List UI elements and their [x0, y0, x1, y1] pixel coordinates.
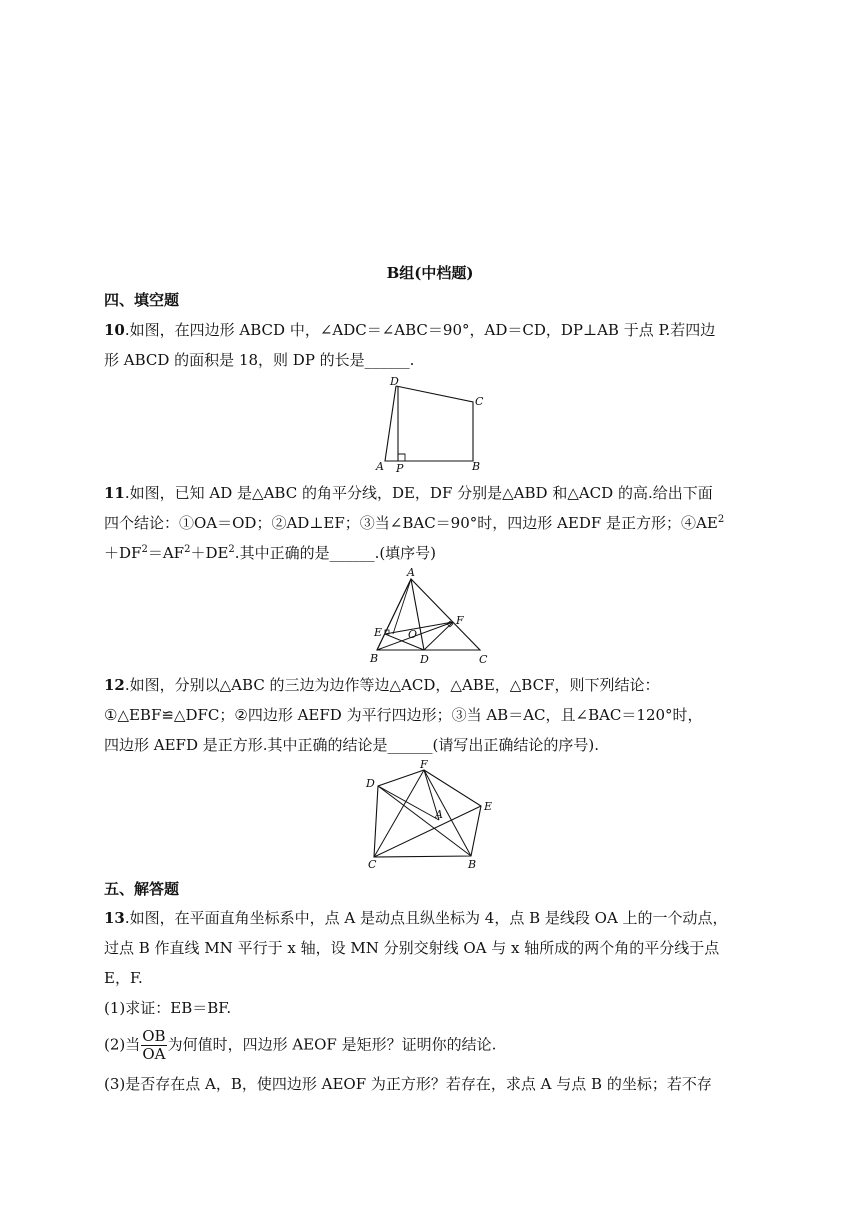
figure-12-db-line: [378, 786, 471, 856]
question-12-text-1: .如图，分别以△ABC 的三边为边作等边△ACD，△ABE，△BCF，则下列结论：: [124, 676, 660, 694]
figure-11-label-d: D: [420, 653, 429, 666]
question-11-text-3b: ＝AF: [147, 544, 185, 562]
question-11-text-3a: ＋DF: [104, 544, 142, 562]
question-13-line-3: E，F.: [104, 969, 143, 987]
question-10-text-1: .如图，在四边形 ABCD 中，∠ADC＝∠ABC＝90°，AD＝CD，DP⊥AB 于点 P.若四边: [124, 321, 716, 339]
question-10-number: 10: [104, 321, 125, 339]
figure-11-label-c: C: [479, 653, 488, 666]
figure-11-inner-line: [393, 579, 411, 634]
figure-10-label-c: C: [475, 395, 484, 408]
figure-11-label-e: E: [374, 626, 383, 639]
question-11-line-1: [104, 482, 713, 504]
figure-12-label-a: A: [435, 808, 443, 821]
figure-12-label-c: C: [368, 858, 377, 871]
figure-11-label-b: B: [370, 652, 379, 665]
figure-12-cf-line: [374, 770, 424, 857]
question-11-text-3c: ＋DE: [190, 544, 229, 562]
question-12-line-1: [104, 674, 660, 696]
figure-12-label-d: D: [366, 777, 375, 790]
figure-10-quadrilateral: [360, 372, 500, 478]
question-13-sub-3: (3)是否存在点 A，B，使四边形 AEOF 为正方形？若存在，求点 A 与点 B 的坐标；若不存: [104, 1075, 712, 1093]
figure-11-triangle: [365, 566, 495, 668]
figure-12-label-f: F: [420, 758, 428, 771]
figure-12-equilateral-triangles: [360, 756, 500, 874]
question-11-sup-3: 2: [184, 544, 191, 555]
question-12-line-2: ①△EBF≌△DFC；②四边形 AEFD 为平行四边形；③当 AB＝AC，且∠BAC＝120°时，: [104, 706, 703, 724]
figure-10-right-angle-mark: [398, 454, 405, 461]
figure-10-label-b: B: [472, 460, 481, 473]
ob-over-oa-fraction: [141, 1028, 166, 1063]
figure-11-de-line: [385, 634, 424, 650]
question-13-number: 13: [104, 909, 125, 927]
figure-12-label-b: B: [468, 858, 477, 871]
fraction-denominator: OA: [142, 1045, 166, 1063]
question-13-sub-2-suffix: 为何值时，四边形 AEOF 是矩形？证明你的结论.: [167, 1035, 497, 1054]
question-11-text-2: 四个结论：①OA＝OD；②AD⊥EF；③当∠BAC＝90°时，四边形 AEDF 是正方形；④AE: [104, 514, 718, 532]
question-11-text-3d: .其中正确的是______.(填序号): [234, 544, 437, 562]
question-12-number: 12: [104, 676, 125, 694]
question-13-line-1: [104, 907, 728, 929]
fraction-numerator: OB: [142, 1027, 166, 1045]
question-13-sub-2: [104, 1028, 496, 1063]
part5-heading: 五、解答题: [104, 880, 180, 898]
figure-10-label-d: D: [390, 375, 399, 388]
figure-12-label-e: E: [484, 800, 493, 813]
question-11-sup-4: 2: [228, 544, 235, 555]
figure-11-triangle-abc: [377, 579, 480, 650]
section-title: B组(中档题): [386, 264, 474, 282]
question-13-text-1: .如图，在平面直角坐标系中，点 A 是动点且纵坐标为 4，点 B 是线段 OA 上的一个动点，: [124, 909, 728, 927]
question-11-sup-2: 2: [141, 544, 148, 555]
question-10-line-1: [104, 319, 715, 341]
figure-10-label-a: A: [376, 460, 384, 473]
question-11-line-2: [104, 512, 724, 534]
question-11-line-3: [104, 542, 436, 564]
question-11-sup-1: 2: [717, 514, 725, 525]
figure-11-label-o: O: [408, 628, 418, 641]
question-11-text-1: .如图，已知 AD 是△ABC 的角平分线，DE，DF 分别是△ABD 和△ACD 的高.给出下面: [124, 484, 713, 502]
question-11-number: 11: [104, 484, 125, 502]
figure-10-label-p: P: [396, 462, 404, 475]
figure-12-fb-line: [424, 770, 471, 856]
figure-11-label-f: F: [456, 614, 464, 627]
part4-heading: 四、填空题: [104, 291, 180, 309]
question-13-sub-2-prefix: (2)当: [104, 1035, 141, 1054]
question-12-line-3: 四边形 AEFD 是正方形.其中正确的结论是______(请写出正确结论的序号).: [104, 736, 599, 754]
figure-11-label-a: A: [407, 566, 415, 579]
question-13-sub-1: (1)求证：EB＝BF.: [104, 999, 232, 1017]
question-10-line-2: 形 ABCD 的面积是 18，则 DP 的长是______.: [104, 351, 415, 369]
question-13-line-2: 过点 B 作直线 MN 平行于 x 轴，设 MN 分别交射线 OA 与 x 轴所成的两个角的平分线于点: [104, 939, 720, 957]
